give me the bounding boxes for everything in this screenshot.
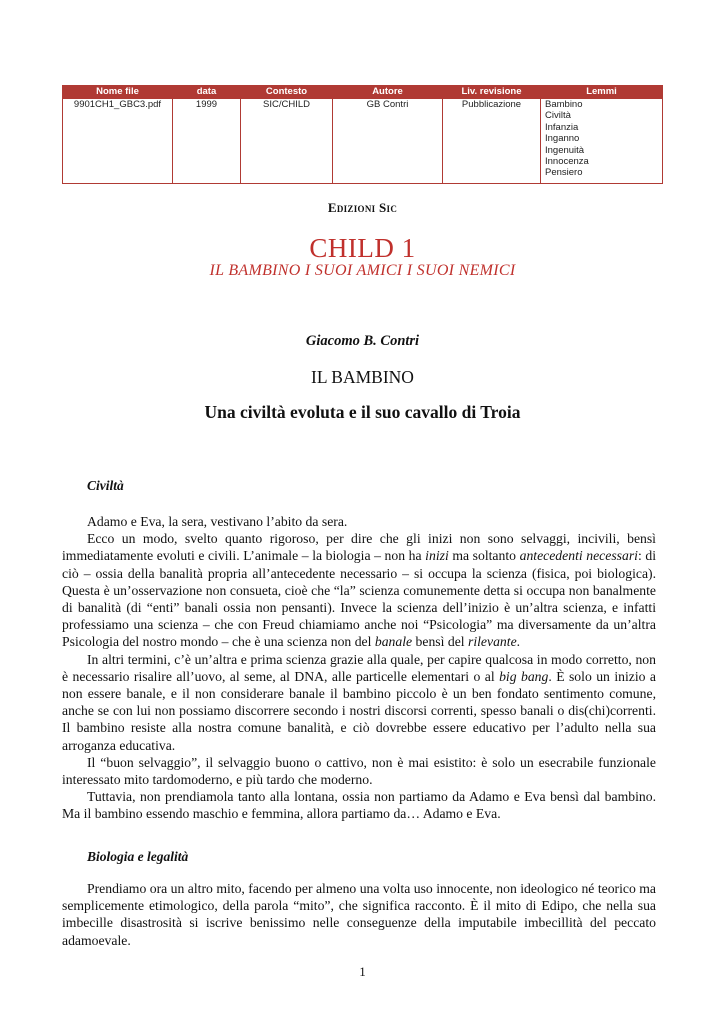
paragraph: [62, 651, 656, 754]
section-heading-civilta: Civiltà: [87, 478, 124, 493]
author-name: Giacomo B. Contri: [305, 333, 420, 349]
column-header-author: Autore: [333, 86, 443, 99]
cell-author: GB Contri: [333, 99, 443, 184]
paragraph: Il “buon selvaggio”, il selvaggio buono o cattivo, non è mai esistito: è solo un esecrabile funzionale interessato mito tardomoderno, e più tardo che moderno.: [62, 754, 656, 788]
cell-context: SIC/CHILD: [241, 99, 333, 184]
emphasis-text: inizi: [425, 548, 449, 564]
table-row: [63, 99, 663, 184]
cell-lemmi: [541, 99, 663, 184]
text-run: : di ciò – ossia della banalità propria all’antecedente necessario – si occupa la scienza (fisica, poi biologica). Questa è un’osservazione non consueta, cioè che “la” scienza comunemente detta si occupa non banalmente di banalità (di “enti” banali ossia non pensanti). Invece la scienza dell’inizio è un’altra scienza, e infatti professiamo una scienza – che con Freud chiamiamo anche noi “Psicologia” ma diversamente da un’altra Psicologia del nostro mondo – che è una scienza non del: [62, 548, 657, 650]
text-run: . È solo un inizio a non essere banale, e il non considerare banale il bambino piccolo è un ben fondato sentimento comune, anche se con lui non possiamo discorrere secondo i nostri discorsi correnti, spesso banali o dis(chi)correnti. Il bambino resiste alla nostra comune banalità, e ciò dovrebbe essere educativo per l’adulto nella sua arroganza educativa.: [62, 668, 656, 753]
emphasis-text: big bang: [499, 668, 549, 684]
lemma-item: Inganno: [545, 133, 580, 145]
section-body-civilta: [62, 513, 656, 823]
lemma-item: Bambino: [545, 99, 583, 110]
page-number: 1: [359, 964, 366, 979]
column-header-date: data: [173, 86, 241, 99]
paragraph: Prendiamo ora un altro mito, facendo per almeno una volta uso innocente, non ideologico né teorico ma semplicemente etimologico, della parola “mito”, che significa racconto. È il mito di Edipo, che nella sua imbecille disastrosità si iscrive benissimo nelle conseguenze della imputabile imbecillità del peccato adamoevale.: [62, 881, 656, 948]
cell-revision: Pubblicazione: [443, 99, 541, 184]
column-header-filename: Nome file: [63, 86, 173, 99]
text-run: .: [516, 634, 521, 650]
section-body-biologia: [62, 880, 656, 949]
emphasis-text: antecedenti necessari: [519, 548, 638, 564]
column-header-context: Contesto: [241, 86, 333, 99]
paragraph: Adamo e Eva, la sera, vestivano l’abito da sera.: [87, 514, 348, 529]
lemma-item: Infanzia: [545, 121, 579, 133]
book-title: CHILD 1: [309, 233, 416, 263]
text-run: In altri termini, c’è un’altra e prima scienza grazie alla quale, per capire qualcosa in modo corretto, non è necessario risalire all’uovo, al seme, al DNA, alle particelle elementari o al: [62, 651, 656, 684]
publisher-name: Edizioni Sic: [327, 200, 398, 215]
section-heading-biologia: Biologia e legalità: [87, 849, 189, 864]
emphasis-text: rilevante: [468, 634, 517, 650]
column-header-lemmi: Lemmi: [541, 86, 663, 99]
cell-filename: 9901CH1_GBC3.pdf: [63, 99, 173, 184]
article-subtitle: Una civiltà evoluta e il suo cavallo di Troia: [204, 402, 521, 422]
lemma-item: Ingenuità: [545, 144, 585, 156]
emphasis-text: banale: [374, 634, 413, 650]
book-subtitle: IL BAMBINO I SUOI AMICI I SUOI NEMICI: [209, 262, 516, 279]
text-run: bensì del: [412, 634, 468, 650]
cell-date: 1999: [173, 99, 241, 184]
table-header-row: [63, 86, 663, 99]
column-header-revision: Liv. revisione: [443, 86, 541, 99]
lemma-item: Pensiero: [545, 167, 583, 179]
article-title: IL BAMBINO: [311, 367, 414, 387]
lemma-item: Innocenza: [545, 156, 589, 168]
text-run: ma soltanto: [448, 548, 520, 564]
paragraph: [62, 530, 656, 650]
text-run: Ecco un modo, svelto quanto rigoroso, per dire che gli inizi non sono selvaggi, incivili, bensì immediatamente evoluti e civili. L’animale – la biologia – non ha: [62, 531, 656, 564]
metadata-table: [62, 85, 663, 184]
paragraph: Tuttavia, non prendiamola tanto alla lontana, ossia non partiamo da Adamo e Eva bensì dal bambino. Ma il bambino essendo maschio e femmina, allora partiamo da… Adamo e Eva.: [62, 789, 656, 822]
lemma-item: Civiltà: [545, 110, 571, 122]
